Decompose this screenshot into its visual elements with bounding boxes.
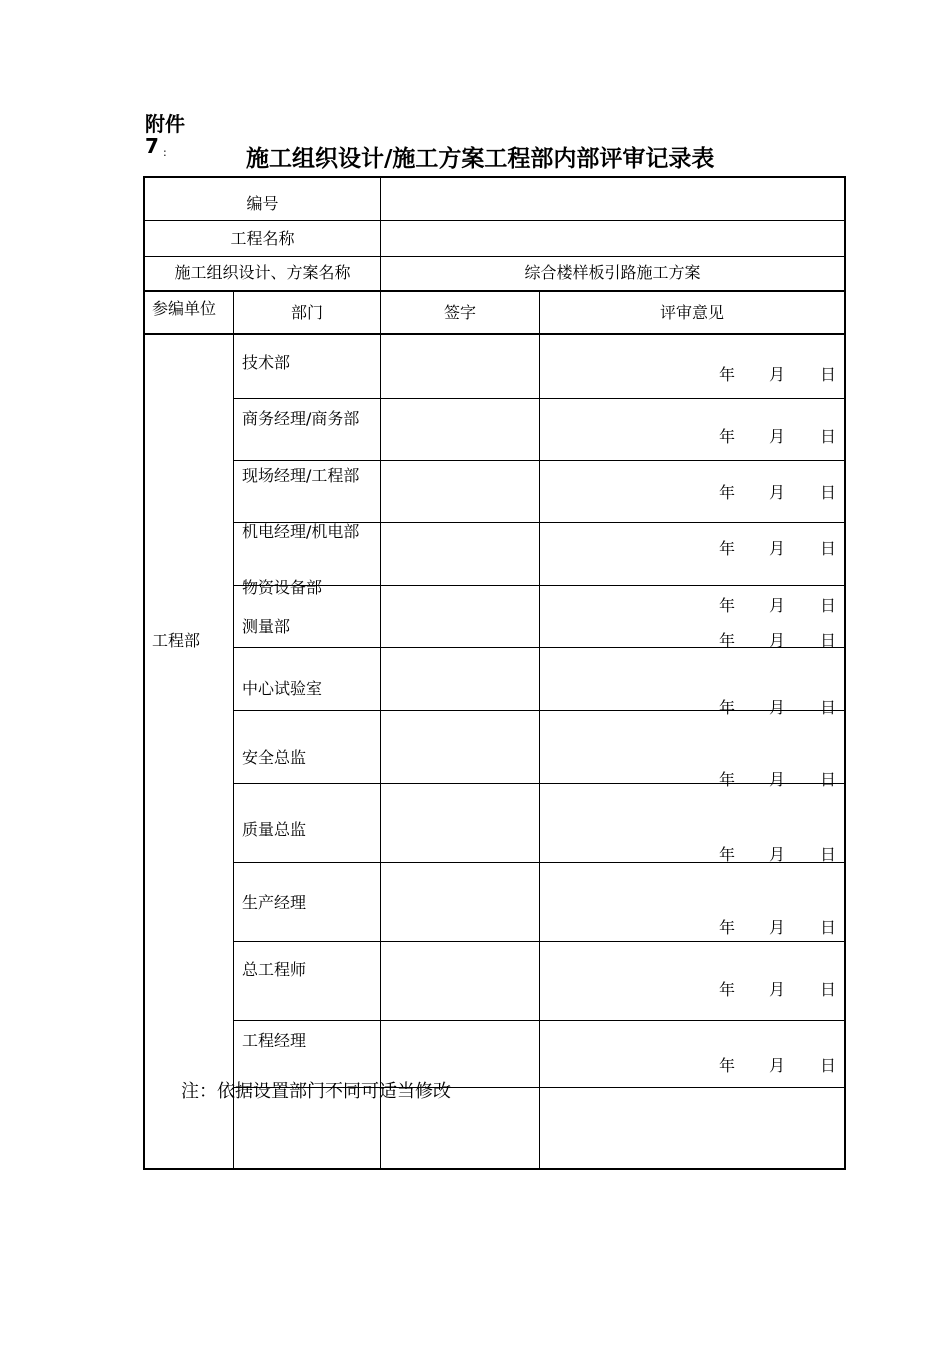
column-header-opinion: 评审意见 [659, 303, 724, 322]
page-title: 施工组织设计/施工方案工程部内部评审记录表 [246, 146, 715, 172]
info-label-project-name: 工程名称 [230, 229, 295, 248]
info-value-plan-name: 综合楼样板引路施工方案 [524, 263, 701, 282]
department-name: 物资设备部 [242, 578, 323, 597]
department-name: 工程经理 [242, 1031, 307, 1050]
department-name: 现场经理/工程部 [242, 466, 360, 485]
department-name: 测量部 [242, 617, 291, 636]
department-name: 中心试验室 [242, 679, 323, 698]
info-label-number: 编号 [246, 194, 279, 213]
attachment-label: 附件 [145, 112, 185, 136]
unit-name: 工程部 [152, 631, 201, 650]
department-name: 质量总监 [242, 820, 307, 839]
attachment-colon: : [163, 146, 167, 159]
info-label-plan-name: 施工组织设计、方案名称 [174, 263, 351, 282]
department-name: 机电经理/机电部 [242, 522, 360, 541]
department-name: 生产经理 [242, 893, 307, 912]
column-header-department: 部门 [290, 303, 323, 322]
department-name: 总工程师 [242, 960, 307, 979]
column-header-unit: 参编单位 [152, 299, 217, 318]
department-name: 商务经理/商务部 [242, 409, 360, 428]
department-name: 安全总监 [242, 748, 307, 767]
footnote: 注：依据设置部门不同可适当修改 [181, 1081, 451, 1102]
column-header-signature: 签字 [443, 303, 476, 322]
attachment-number: 7 [145, 134, 159, 158]
department-name: 技术部 [242, 353, 291, 372]
